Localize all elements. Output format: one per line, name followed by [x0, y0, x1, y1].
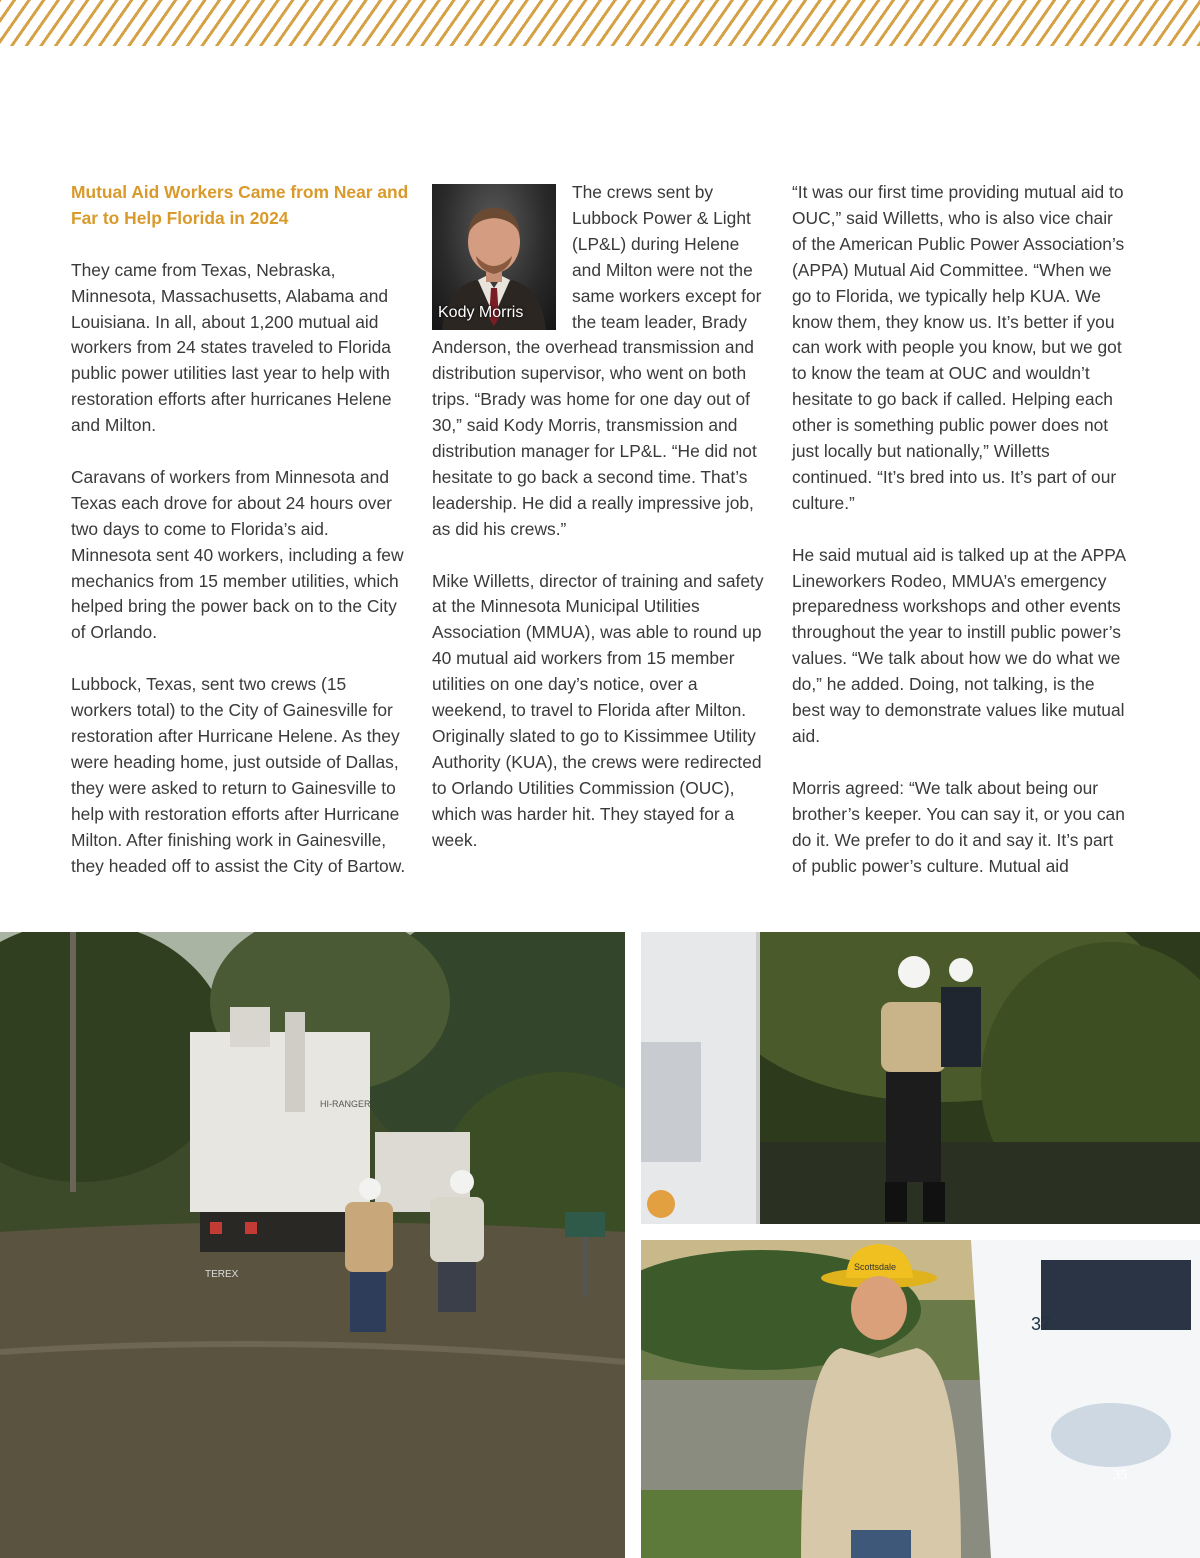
paragraph: He said mutual aid is talked up at the APPA Lineworkers Rodeo, MMUA’s emergency preparedness workshops and other events throughout the year to instill public power’s values. “We talk about how we do what we do,” he added. Doing, not talking, is the best way to demonstrate values like mutual aid.: [792, 544, 1126, 747]
article-column-2: [432, 180, 772, 879]
truck-label-text: HI-RANGER: [320, 1099, 371, 1109]
hard-hat-label-text: Scottsdale: [854, 1262, 897, 1272]
paragraph: Caravans of workers from Minnesota and Texas each drove for about 24 hours over two days to come to Florida’s aid. Minnesota sent 40 workers, including a few mechanics from 15 member utilities, which helped bring the power back on to the City of Orlando.: [71, 466, 404, 643]
truck-brand-text: TEREX: [205, 1269, 239, 1280]
portrait-caption: Kody Morris: [438, 304, 524, 321]
paragraph: [432, 180, 772, 543]
portrait-kody-morris: [432, 184, 556, 330]
photo-lineworker-in-waders: [641, 932, 1200, 1224]
truck-number-text: 37: [1031, 1314, 1052, 1334]
paragraph-text: The crews sent by Lubbock Power & Light (LP&L) during Helene and Milton were not the same workers except for the team leader, Brady Anderson, the overhead transmission and distribution supervisor, who went on both trips. “Brady was home for one day out of 30,” said Kody Morris, transmission and distribution manager for LP&L. “He did not hesitate to go back a second time. That’s leadership. He did a really impressive job, as did his crews.”: [432, 182, 762, 539]
article-column-3: [792, 180, 1132, 905]
paragraph: Morris agreed: “We talk about being our brother’s keeper. You can say it, or you can do it. We prefer to do it and say it. It’s part of public power’s culture. Mutual aid: [792, 777, 1125, 876]
decorative-stripe-band: [0, 0, 1200, 46]
article-column-1: [71, 180, 411, 905]
paragraph: Lubbock, Texas, sent two crews (15 workers total) to the City of Gainesville for restoration after Hurricane Helene. As they were heading home, just outside of Dallas, they were asked to return to Gainesville to help with restoration efforts after Hurricane Milton. After finishing work in Gainesville, they headed off to assist the City of Bartow.: [71, 674, 406, 876]
paragraph: They came from Texas, Nebraska, Minnesota, Massachusetts, Alabama and Louisiana. In all, about 1,200 mutual aid workers from 24 states traveled to Florida public power utilities last year to help with restoration efforts after hurricanes Helene and Milton.: [71, 259, 392, 436]
paragraph: Mike Willetts, director of training and safety at the Minnesota Municipal Utilities Association (MMUA), was able to round up 40 mutual aid workers from 15 member utilities on one day’s notice, over a weekend, to travel to Florida after Milton. Originally slated to go to Kissimmee Utility Authority (KUA), the crews were redirected to Orlando Utilities Commission (OUC), which was harder hit. They stayed for a week.: [432, 570, 764, 850]
photo-lineworker-hard-hat: [641, 1240, 1200, 1558]
photo-flooded-street-bucket-truck: [0, 932, 625, 1558]
page-number: 35: [1113, 1468, 1127, 1483]
paragraph: “It was our first time providing mutual aid to OUC,” said Willetts, who is also vice chair of the American Public Power Association’s (APPA) Mutual Aid Committee. “When we go to Florida, we typically help KUA. We know them, they know us. It’s better if you can work with people you know, but we got to know the team at OUC and wouldn’t hesitate to go back if called. Helping each other is something public power does not just locally but nationally,” Willetts continued. “It’s bred into us. It’s part of our culture.”: [792, 182, 1125, 513]
section-heading: Mutual Aid Workers Came from Near and Far to Help Florida in 2024: [71, 182, 409, 228]
